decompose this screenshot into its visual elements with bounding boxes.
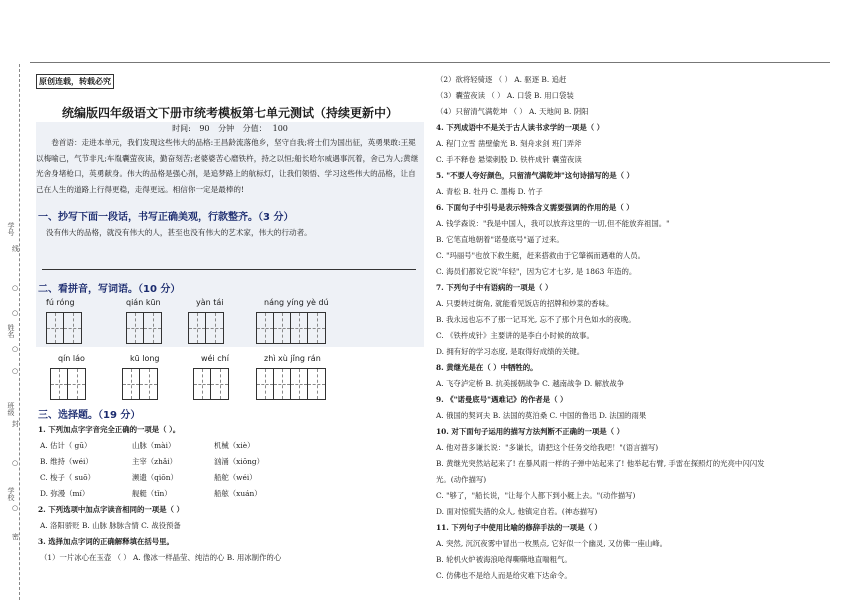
- seal-mark: ○: [12, 309, 19, 317]
- intro-text: 卷首语：走进本单元，我们发现这些伟大的品格:王昌龄流落他乡，坚守自我;将士们为国出征，英勇果敢:王冕以梅喻己，气节非凡;车胤囊萤夜读，勤奋刻苦;老婆婆苦心磨铁杵，持之以恒;船长哈尔威遇事沉着，舍己为人;黄继光舍身堵枪口，英勇献身。伟大的品格是强心剂，是追梦路上的航标灯，让我们领悟、学习这些伟大的品格，让自己在人生的道路上行得更稳，走得更远。相信你一定是最棒的!: [36, 138, 419, 194]
- question-stem: 4. 下列成语中不是关于古人读书求学的一项是（ ）: [436, 123, 605, 132]
- question-stem: 3. 选择加点字词的正确解释填在括号里。: [38, 537, 174, 546]
- school-label: 学校: [7, 487, 15, 501]
- copyright-badge: 原创连载，转载必究: [36, 74, 114, 89]
- question-stem: 8. 黄继光是在（ ）中牺牲的。: [436, 363, 538, 372]
- option-text: C. 仿佛也不是给人而是给灾难下达命令。: [436, 571, 572, 580]
- option-text: 汹涌（xiōng）: [214, 457, 265, 466]
- option-text: A. 突然, 沉沉夜雾中冒出一枚黑点, 它好似一个幽灵, 又仿佛一座山峰。: [436, 539, 668, 548]
- right-column: [436, 74, 841, 599]
- question-stem: 10. 对下面句子运用的描写方法判断不正确的一项是（ ）: [436, 427, 624, 436]
- option-text: D. 面对惊慌失措的众人, 他镇定自若。(神态描写): [436, 507, 598, 516]
- option-text: A. 飞夺泸定桥 B. 抗美援朝战争 C. 越南战争 D. 解放战争: [436, 379, 625, 388]
- option-text: （3）囊萤夜读 （ ） A. 口袋 B. 用口袋装: [436, 91, 574, 100]
- option-text: A. 洛阳骄贬 B. 山脉 脉脉含情 C. 战役预备: [40, 521, 181, 530]
- option-text: （1）一片冰心在玉壶 （ ） A. 像冰一样晶莹、纯洁的心 B. 用冰制作的心: [40, 553, 282, 562]
- option-text: C. 《铁杵成针》主要讲的是李白小时候的故事。: [436, 331, 594, 340]
- class-label: 班级: [7, 402, 15, 416]
- answer-grid[interactable]: [50, 368, 86, 400]
- option-text: A. 俄国的契诃夫 B. 法国的莫泊桑 C. 中国的鲁迅 D. 法国的雨果: [436, 411, 647, 420]
- answer-grid[interactable]: [122, 368, 158, 400]
- option-text: 船舵（wéi）: [214, 473, 257, 482]
- option-text: 濒遗（qiōn）: [132, 473, 178, 482]
- pinyin-label: kū long: [130, 354, 160, 363]
- option-text: （4）只留清气满乾坤 （ ） A. 天地间 B. 阴阳: [436, 107, 589, 116]
- option-text: B. 维持（wéi）: [40, 457, 93, 466]
- option-text: B. 它笔直地朝着"诺曼底号"逼了过来。: [436, 235, 564, 244]
- pinyin-label: zhì xù jǐng rán: [264, 354, 321, 363]
- option-text: A. 估计（ gū）: [40, 441, 92, 450]
- seal-mark: ○: [12, 367, 19, 375]
- option-text: A. 只要转过街角, 就能看见饭店的招牌和炒菜的香味。: [436, 299, 614, 308]
- seal-mark: ○: [12, 345, 19, 353]
- seal-mark: 封: [12, 420, 19, 428]
- seal-line: [19, 64, 20, 600]
- option-text: B. 我永远也忘不了那一记耳光, 忘不了那个月色如水的夜晚。: [436, 315, 636, 324]
- option-text: B. 轮机火炉被海浪呛得嘶嘶地直喘粗气。: [436, 555, 572, 564]
- answer-grid[interactable]: [46, 312, 82, 344]
- score-value: 100: [272, 124, 288, 133]
- seal-mark: ○: [12, 504, 19, 512]
- pinyin-label: qín láo: [58, 354, 85, 363]
- option-text: C. 手不释卷 悬梁刺股 D. 铁杵成针 囊萤夜读: [436, 155, 582, 164]
- question-stem: 11. 下列句子中使用比喻的修辞手法的一项是（ ）: [436, 523, 602, 532]
- answer-grid[interactable]: [188, 312, 224, 344]
- option-text: 舰艇（tǐn）: [132, 489, 172, 498]
- answer-grid[interactable]: [256, 312, 326, 344]
- seal-mark: 密: [12, 533, 19, 541]
- option-text: （2）欲将轻骑逐 （ ） A. 驱逐 B. 追赶: [436, 75, 567, 84]
- time-value: 90: [199, 124, 210, 133]
- option-text: A. 钱学森说："我是中国人，我可以放弃这里的一切,但不能放弃祖国。": [436, 219, 670, 228]
- pinyin-label: qián kūn: [126, 298, 161, 307]
- option-text: 机械（xiè）: [214, 441, 255, 450]
- name-label: 姓名: [7, 324, 15, 338]
- student-id-label: 学号: [7, 222, 15, 236]
- time-unit: 分钟: [218, 124, 235, 133]
- section2-heading: 二、看拼音，写词语。（10 分）: [38, 284, 181, 295]
- pinyin-label: yàn tái: [196, 298, 224, 307]
- pinyin-label: wéi chí: [201, 354, 229, 363]
- page-title: 统编版四年级语文下册市统考模板第七单元测试（持续更新中）: [61, 106, 398, 120]
- option-text: B. 黄继光突然站起来了! 在暴风雨一样的子弹中站起来了! 他举起右臂, 手雷在探照灯的光亮中闪闪发: [436, 459, 765, 468]
- option-text: A. 他对普多谦长说："多谦长，请把这个任务交给我吧！"(语言描写): [436, 443, 659, 452]
- option-text: C. 海员们都说它说"年轻"，因为它才七岁, 是 1863 年造的。: [436, 267, 637, 276]
- seal-mark: ○: [12, 459, 19, 467]
- option-text: D. 拥有好的学习态度, 是取得好成绩的关键。: [436, 347, 585, 356]
- option-text: 主宰（zhǎi）: [132, 457, 177, 466]
- answer-grid[interactable]: [193, 368, 229, 400]
- binding-strip: [0, 62, 30, 602]
- option-text: C. "够了，"船长说，"让每个人都下到小艇上去。"(动作描写): [436, 491, 636, 500]
- copy-passage: 没有伟大的品格，就没有伟大的人，甚至也没有伟大的艺术家，伟大的行动者。: [46, 228, 312, 237]
- option-text: 山脉（mài）: [132, 441, 176, 450]
- option-text: C. "玛丽号"也放下救生艇，赶来搭救由于它肇祸而遇难的人员。: [436, 251, 646, 260]
- exam-meta: [36, 123, 424, 134]
- answer-grid[interactable]: [256, 368, 326, 400]
- time-label: 时间:: [172, 124, 191, 133]
- section3-heading: 三、选择题。（19 分）: [38, 410, 141, 421]
- seal-mark: ○: [12, 284, 19, 292]
- answer-grid[interactable]: [126, 312, 162, 344]
- section1-heading: 一、抄写下面一段话，书写正确美观，行款整齐。（3 分）: [38, 212, 294, 223]
- option-text: 船舷（xuán）: [214, 489, 262, 498]
- seal-mark: 线: [12, 245, 19, 253]
- option-text: D. 弥漫（mí）: [40, 489, 90, 498]
- option-text: C. 梭子（ suō）: [40, 473, 96, 482]
- option-text: A. 程门立雪 凿壁偷光 B. 刻舟求剑 班门弄斧: [436, 139, 582, 148]
- writing-line[interactable]: [42, 269, 416, 270]
- pinyin-label: náng yíng yè dú: [264, 298, 329, 307]
- question-stem: 7. 下列句子中有语病的一项是（ ）: [436, 283, 553, 292]
- question-stem: 1. 下列加点字字音完全正确的一项是（ ）。: [38, 425, 181, 434]
- question-stem: 6. 下面句子中引号是表示特殊含义需要强调的作用的是（ ）: [436, 203, 634, 212]
- header-rule: [30, 62, 830, 63]
- pinyin-label: fú róng: [46, 298, 75, 307]
- question-stem: 2. 下列选项中加点字读音相同的一项是（ ）: [38, 505, 184, 514]
- left-column: [36, 74, 424, 599]
- score-label: 分值：: [242, 124, 267, 133]
- question-stem: 5. "不要人夸好颜色，只留清气满乾坤"这句诗描写的是（ ）: [436, 171, 634, 180]
- question-stem: 9. 《"诺曼底号"遇难记》的作者是（ ）: [436, 395, 568, 404]
- option-text: A. 青松 B. 牡丹 C. 墨梅 D. 竹子: [436, 187, 543, 196]
- option-text: 光。(动作描写): [436, 475, 487, 484]
